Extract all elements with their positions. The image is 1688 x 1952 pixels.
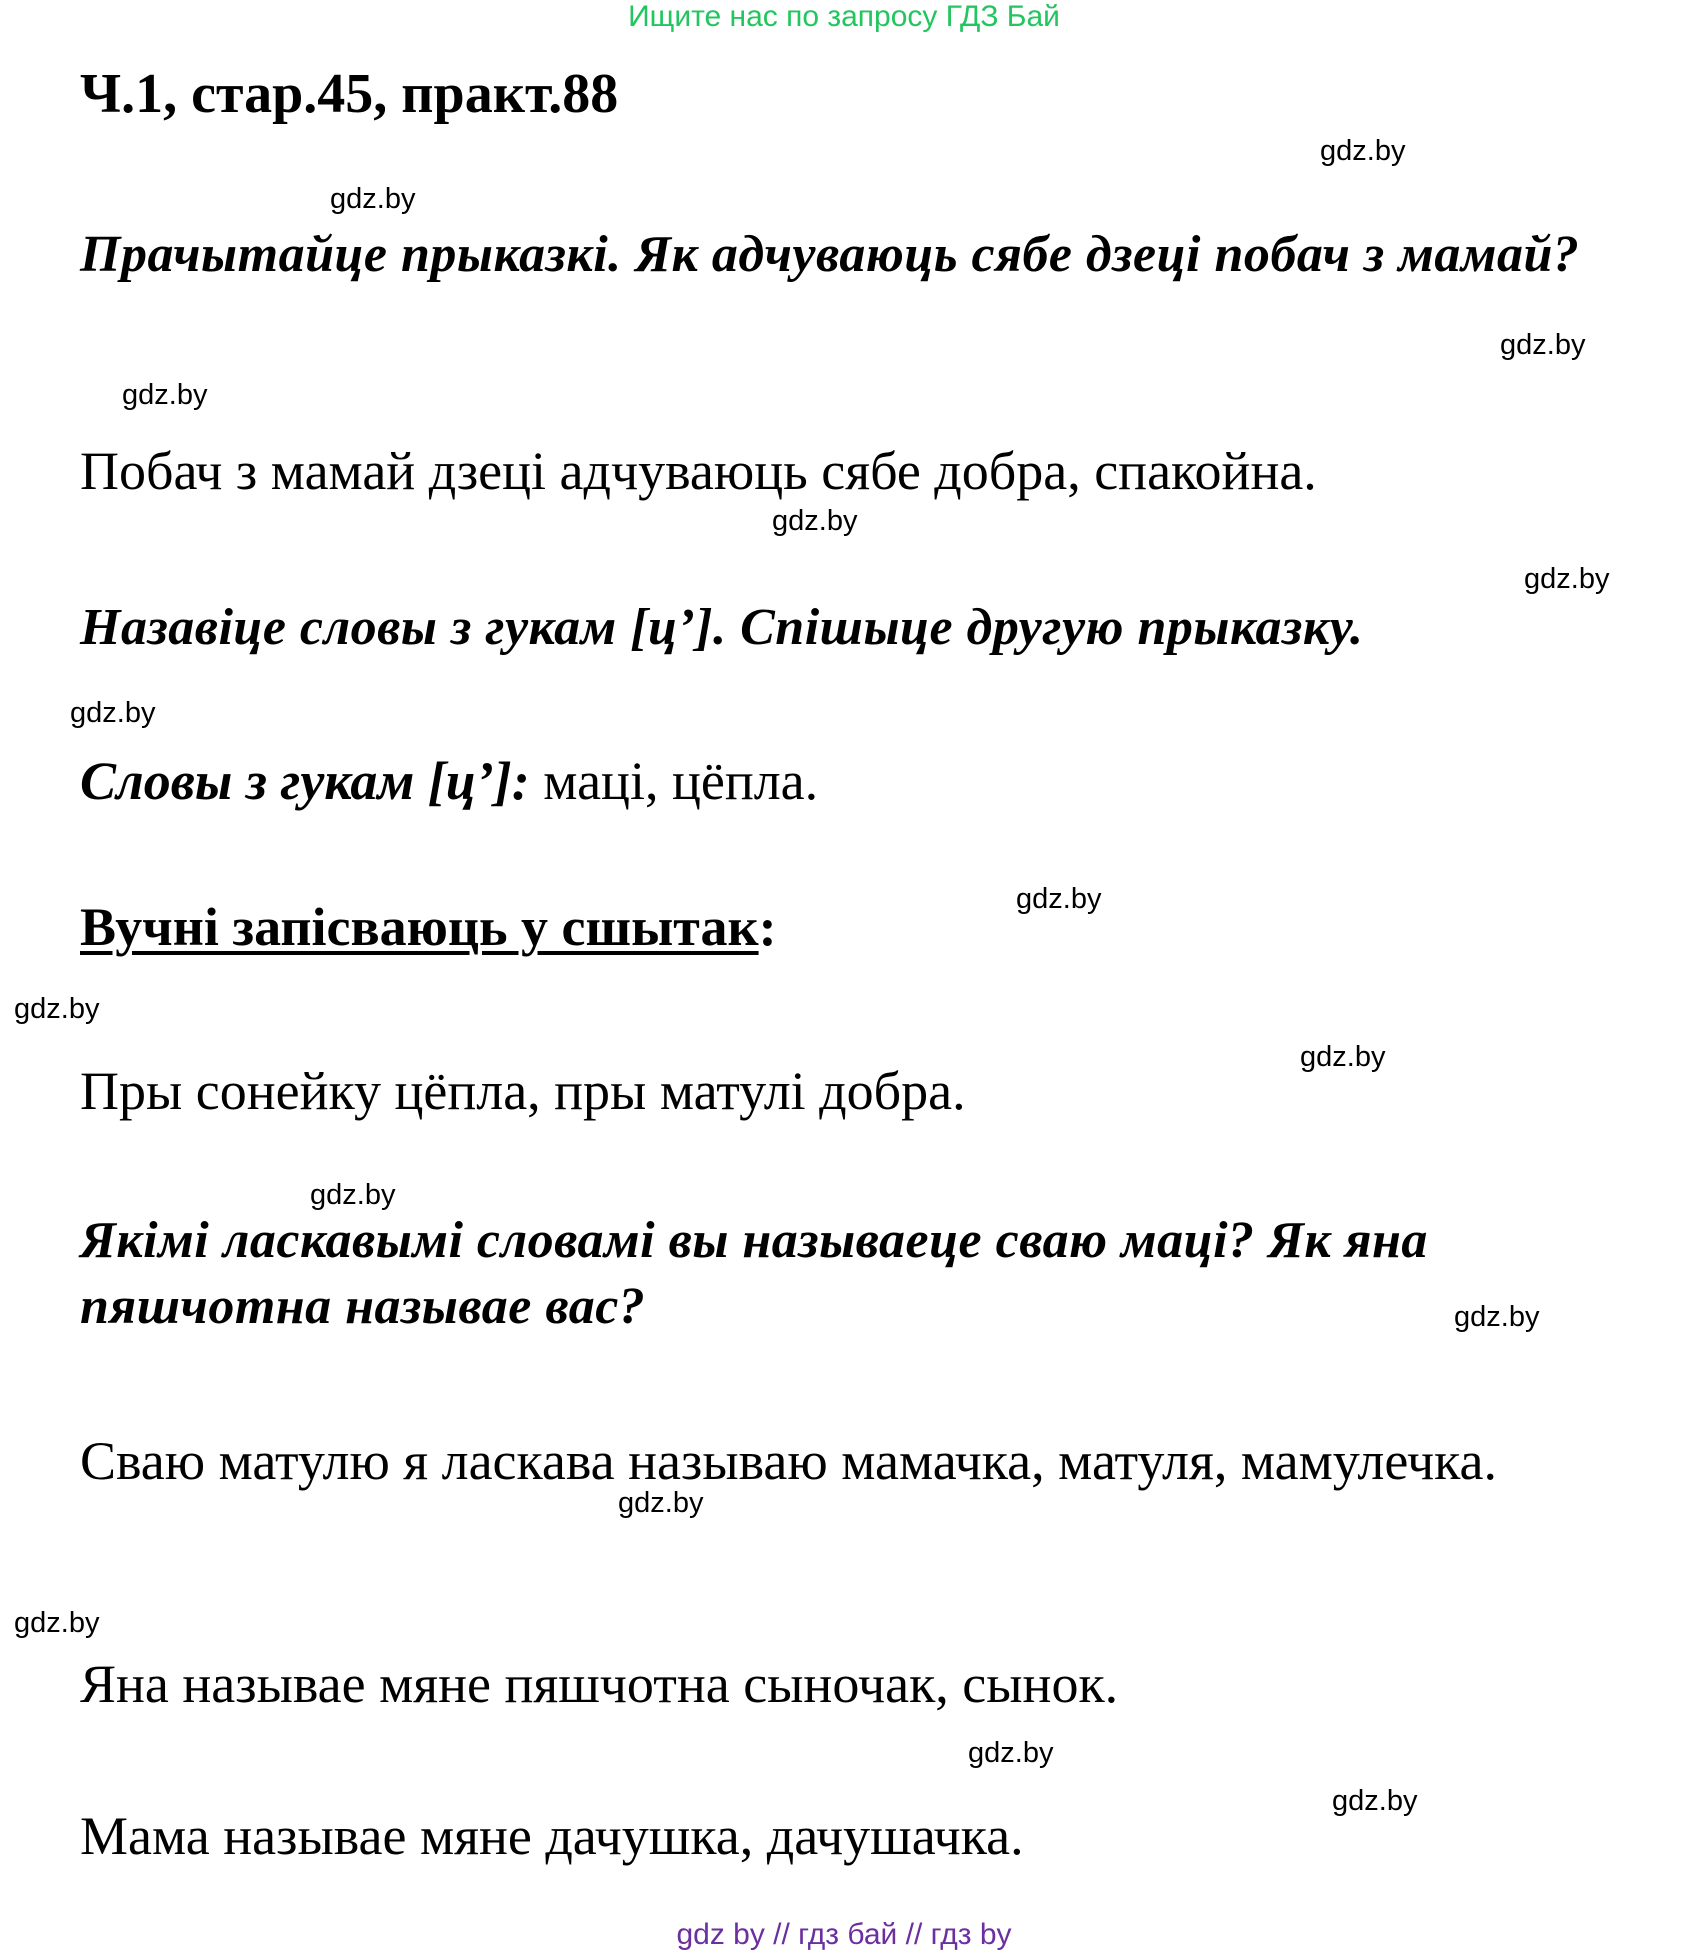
watermark: gdz.by — [14, 1607, 100, 1639]
watermark: gdz.by — [122, 379, 208, 411]
watermark: gdz.by — [1300, 1041, 1386, 1073]
notebook-heading-colon: : — [758, 897, 777, 957]
watermark: gdz.by — [330, 183, 416, 215]
watermark: gdz.by — [1454, 1301, 1540, 1333]
notebook-heading-text: Вучні запісваюць у сшытак — [80, 897, 759, 957]
watermark: gdz.by — [70, 697, 156, 729]
watermark: gdz.by — [968, 1737, 1054, 1769]
answer-3: Сваю матулю я ласкава называю мамачка, матуля, мамулечка. — [80, 1431, 1497, 1491]
watermark: gdz.by — [1332, 1785, 1418, 1817]
watermark: gdz.by — [772, 505, 858, 537]
page-title: Ч.1, стар.45, практ.88 — [80, 63, 619, 125]
footer-links[interactable]: gdz by // гдз бай // гдз by — [676, 1918, 1012, 1951]
watermark: gdz.by — [1320, 135, 1406, 167]
question-2: Назавіце словы з гукам [ц’]. Спішыце другую прыказку. — [80, 599, 1364, 656]
answer-2 — [80, 745, 818, 817]
proverb: Пры сонейку цёпла, пры матулі добра. — [80, 1061, 966, 1121]
watermark: gdz.by — [310, 1179, 396, 1211]
answer-2-label: Словы з гукам [ц’]: — [80, 751, 530, 811]
watermark: gdz.by — [1016, 883, 1102, 915]
watermark: gdz.by — [14, 993, 100, 1025]
notebook-heading — [80, 895, 777, 959]
answer-1: Побач з мамай дзеці адчуваюць сябе добра, спакойна. — [80, 441, 1317, 501]
watermark: gdz.by — [1524, 563, 1610, 595]
answer-2-text: маці, цёпла. — [529, 751, 819, 811]
top-banner: Ищите нас по запросу ГДЗ Бай — [628, 0, 1060, 33]
answer-4: Яна называе мяне пяшчотна сыночак, сынок. — [80, 1654, 1119, 1714]
watermark: gdz.by — [1500, 329, 1586, 361]
watermark: gdz.by — [618, 1487, 704, 1519]
answer-5: Мама называе мяне дачушка, дачушачка. — [80, 1806, 1024, 1866]
question-3: Якімі ласкавымі словамі вы называеце сваю маці? Як яна пяшчотна называе вас? — [80, 1212, 1428, 1335]
question-1: Прачытайце прыказкі. Як адчуваюць сябе дзеці побач з мамай? — [80, 226, 1580, 283]
